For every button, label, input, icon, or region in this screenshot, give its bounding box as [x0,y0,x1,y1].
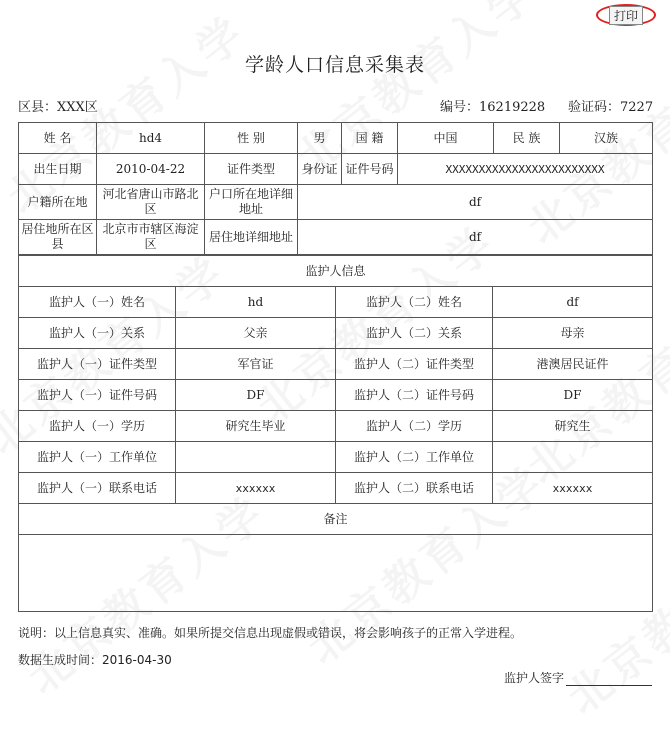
district-label: 区县： [18,100,58,115]
guardian-table [18,255,653,612]
gender-label: 性 别 [205,123,298,154]
print-button-label: 打印 [609,6,643,25]
guardian-row [19,411,653,442]
guardian2-edu-label: 监护人（二）学历 [336,411,493,442]
print-button[interactable] [596,4,656,26]
basic-info-table [18,122,653,255]
guardian1-idnum-label: 监护人（一）证件号码 [19,380,176,411]
guardian1-edu-value: 研究生毕业 [176,411,336,442]
birth-label: 出生日期 [19,154,97,185]
id-type-value: 身份证 [298,154,342,185]
disclaimer-note: 说明：以上信息真实、准确。如果所提交信息出现虚假或错误，将会影响孩子的正常入学进程。 [18,626,523,640]
guardian2-idnum-value: DF [493,380,653,411]
residence-label: 居住地所在区县 [19,220,97,255]
guardian1-name-value: hd [176,287,336,318]
household-value: 河北省唐山市路北区 [97,185,205,220]
guardian2-name-label: 监护人（二）姓名 [336,287,493,318]
guardian-row [19,380,653,411]
guardian2-name-value: df [493,287,653,318]
guardian-section-title: 监护人信息 [19,256,653,287]
guardian-row [19,473,653,504]
generated-date: 数据生成时间：2016-04-30 [18,653,172,667]
residence-addr-label: 居住地详细地址 [205,220,298,255]
ethnicity-value: 汉族 [560,123,653,154]
code-value: 7227 [620,100,654,115]
guardian2-edu-value: 研究生 [493,411,653,442]
guardian1-work-label: 监护人（一）工作单位 [19,442,176,473]
code-label: 验证码： [568,100,621,115]
number-info [440,96,545,115]
signature-area [504,669,652,686]
residence-value: 北京市市辖区海淀区 [97,220,205,255]
remarks-label: 备注 [19,504,653,535]
guardian2-idtype-label: 监护人（二）证件类型 [336,349,493,380]
guardian1-phone-value: xxxxxx [176,473,336,504]
guardian-row [19,287,653,318]
district-info [18,96,98,115]
district-value: XXX区 [57,100,98,115]
name-label: 姓 名 [19,123,97,154]
guardian2-relation-value: 母亲 [493,318,653,349]
remarks-value [19,535,653,612]
guardian2-work-label: 监护人（二）工作单位 [336,442,493,473]
nationality-value: 中国 [398,123,494,154]
birth-value: 2010-04-22 [97,154,205,185]
guardian1-edu-label: 监护人（一）学历 [19,411,176,442]
guardian-row [19,318,653,349]
gender-value: 男 [298,123,342,154]
guardian1-idnum-value: DF [176,380,336,411]
nationality-label: 国 籍 [342,123,398,154]
guardian-row [19,349,653,380]
guardian1-idtype-label: 监护人（一）证件类型 [19,349,176,380]
guardian2-idtype-value: 港澳居民证件 [493,349,653,380]
ethnicity-label: 民 族 [494,123,560,154]
page-title: 学龄人口信息采集表 [244,54,425,76]
guardian2-relation-label: 监护人（二）关系 [336,318,493,349]
id-number-value: XXXXXXXXXXXXXXXXXXXXXXXX [398,154,653,185]
guardian1-relation-label: 监护人（一）关系 [19,318,176,349]
signature-label: 监护人签字 [504,671,565,685]
guardian2-work-value [493,442,653,473]
household-label: 户籍所在地 [19,185,97,220]
signature-line[interactable] [566,673,652,686]
guardian1-phone-label: 监护人（一）联系电话 [19,473,176,504]
household-addr-label: 户口所在地详细地址 [205,185,298,220]
guardian1-relation-value: 父亲 [176,318,336,349]
guardian1-idtype-value: 军官证 [176,349,336,380]
guardian1-work-value [176,442,336,473]
guardian2-phone-value: xxxxxx [493,473,653,504]
residence-addr-value: df [298,220,653,255]
household-addr-value: df [298,185,653,220]
id-type-label: 证件类型 [205,154,298,185]
number-label: 编号： [440,100,480,115]
guardian2-phone-label: 监护人（二）联系电话 [336,473,493,504]
guardian-row [19,442,653,473]
number-value: 16219228 [479,100,546,115]
id-number-label: 证件号码 [342,154,398,185]
code-info [568,96,653,115]
guardian1-name-label: 监护人（一）姓名 [19,287,176,318]
name-value: hd4 [97,123,205,154]
guardian2-idnum-label: 监护人（二）证件号码 [336,380,493,411]
